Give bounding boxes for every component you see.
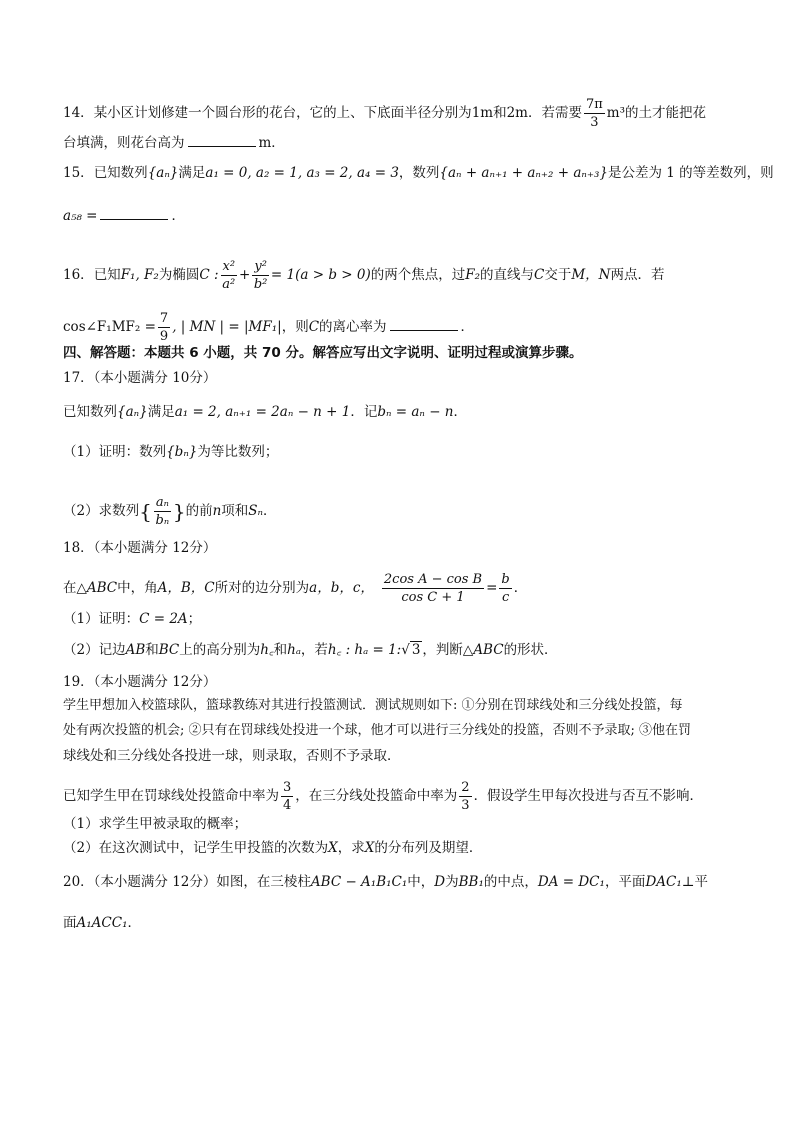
q16-number: 16．: [63, 267, 94, 283]
q17-ratio-fraction: $\frac{\text{aₙ}}{\text{bₙ}}$: [155, 495, 170, 528]
q19-part1: （1）求学生甲被录取的概率；: [63, 816, 248, 832]
q18-side-fraction: $\frac{b}{c}$: [501, 572, 510, 605]
q19-part2: （2）在这次测试中，记学生甲投篮的次数为X，求X的分布列及期望．: [63, 840, 483, 856]
q20-line1: 20．（本小题满分 12分）如图，在三棱柱ABC − A₁B₁C₁中，D为BB₁的中点，DA = DC₁，平面DAC₁⊥平: [63, 874, 708, 890]
q17-part1: （1）证明：数列{bₙ}为等比数列；: [63, 444, 279, 460]
q18-stem: 在△ABC中，角A，B，C所对的边分别为a，b，c， $\frac{\text{2cos A − cos B}}{\text{cos C + 1}}$ = $\frac{b}{c}$ ．: [63, 572, 528, 605]
q14-number: 14．: [63, 105, 94, 121]
q18-cos-fraction: $\frac{\text{2cos A − cos B}}{\text{cos C + 1}}$: [383, 572, 483, 605]
q16-y-fraction: $\frac{\text{y²}}{\text{b²}}$: [253, 259, 268, 292]
q20-line2: 面A₁ACC₁．: [63, 915, 141, 931]
q19-heading: 19．（本小题满分 12分）: [63, 674, 217, 690]
answer-blank-q14[interactable]: [188, 134, 256, 147]
q15-number: 15．: [63, 165, 94, 181]
section-heading: 四、解答题：本题共 6 小题，共 70 分。解答应写出文字说明、证明过程或演算步骤。: [63, 345, 583, 361]
q14-volume-fraction: $\frac{7\pi}{3}$: [585, 97, 603, 130]
q18-heading: 18．（本小题满分 12分）: [63, 540, 217, 556]
q18-part1: （1）证明：C = 2A；: [63, 611, 202, 627]
q14-line2: 台填满，则花台高为 m．: [63, 135, 285, 151]
q19-rules-line1: 学生甲想加入校篮球队，篮球教练对其进行投篮测试．测试规则如下: ①分别在罚球线处和三分线处投篮，每: [63, 698, 683, 713]
answer-blank-q16[interactable]: [390, 318, 458, 331]
q19-free-throw-rate: $\frac{3}{4}$: [283, 780, 292, 813]
answer-blank-q15[interactable]: [100, 207, 168, 220]
q18-part2: （2）记边AB和BC上的高分别为h꜀和hₐ，若h꜀ : hₐ = 1:√ 3 ，判断△ABC的形状．: [63, 642, 558, 658]
q19-rules-line2: 处有两次投篮的机会; ②只有在罚球线处投进一个球，他才可以进行三分线处的投篮，否则不予录取; ③他在罚: [63, 723, 692, 738]
q16-line2: cos∠F₁MF₂ = $\frac{7}{9}$ , | MN | = |MF₁|，则C的离心率为 ．: [63, 311, 475, 344]
q17-stem: 已知数列{aₙ}满足a₁ = 2, aₙ₊₁ = 2aₙ − n + 1．记bₙ = aₙ − n．: [63, 404, 467, 420]
q15-line2: a₅₈ = ．: [63, 208, 185, 224]
q16-x-fraction: $\frac{\text{x²}}{\text{a²}}$: [222, 259, 236, 292]
q17-heading: 17．（本小题满分 10分）: [63, 370, 217, 386]
q19-rules-line3: 球线处和三分线处各投进一球，则录取，否则不予录取．: [63, 748, 401, 764]
q19-probabilities: 已知学生甲在罚球线处投篮命中率为 $\frac{3}{4}$ ，在三分线处投篮命中率为 $\frac{2}{3}$ ．假设学生甲每次投进与否互不影响．: [63, 780, 704, 813]
q15-line1: 15．已知数列{aₙ}满足a₁ = 0, a₂ = 1, a₃ = 2, a₄ = 3，数列{aₙ + aₙ₊₁ + aₙ₊₂ + aₙ₊₃}是公差为 1 的等差数列，则: [63, 165, 774, 181]
q16-cos-fraction: $\frac{7}{9}$: [159, 311, 169, 344]
q17-part2: （2）求数列{ $\frac{\text{aₙ}}{\text{bₙ}}$ }的前n项和Sₙ．: [63, 495, 277, 528]
q14-line1: 14．某小区计划修建一个圆台形的花台，它的上、下底面半径分别为1m和2m．若需要 $\frac{7\pi}{3}$ m³的土才能把花: [63, 97, 707, 130]
q19-three-point-rate: $\frac{2}{3}$: [461, 780, 470, 813]
q16-line1: 16．已知F₁, F₂为椭圆C : $\frac{\text{x²}}{\text{a²}}$ + $\frac{\text{y²}}{\text{b²}}$ = 1(a > b > 0)的两个焦点，过F₂的直线与C交于M，N两点．若: [63, 259, 665, 292]
